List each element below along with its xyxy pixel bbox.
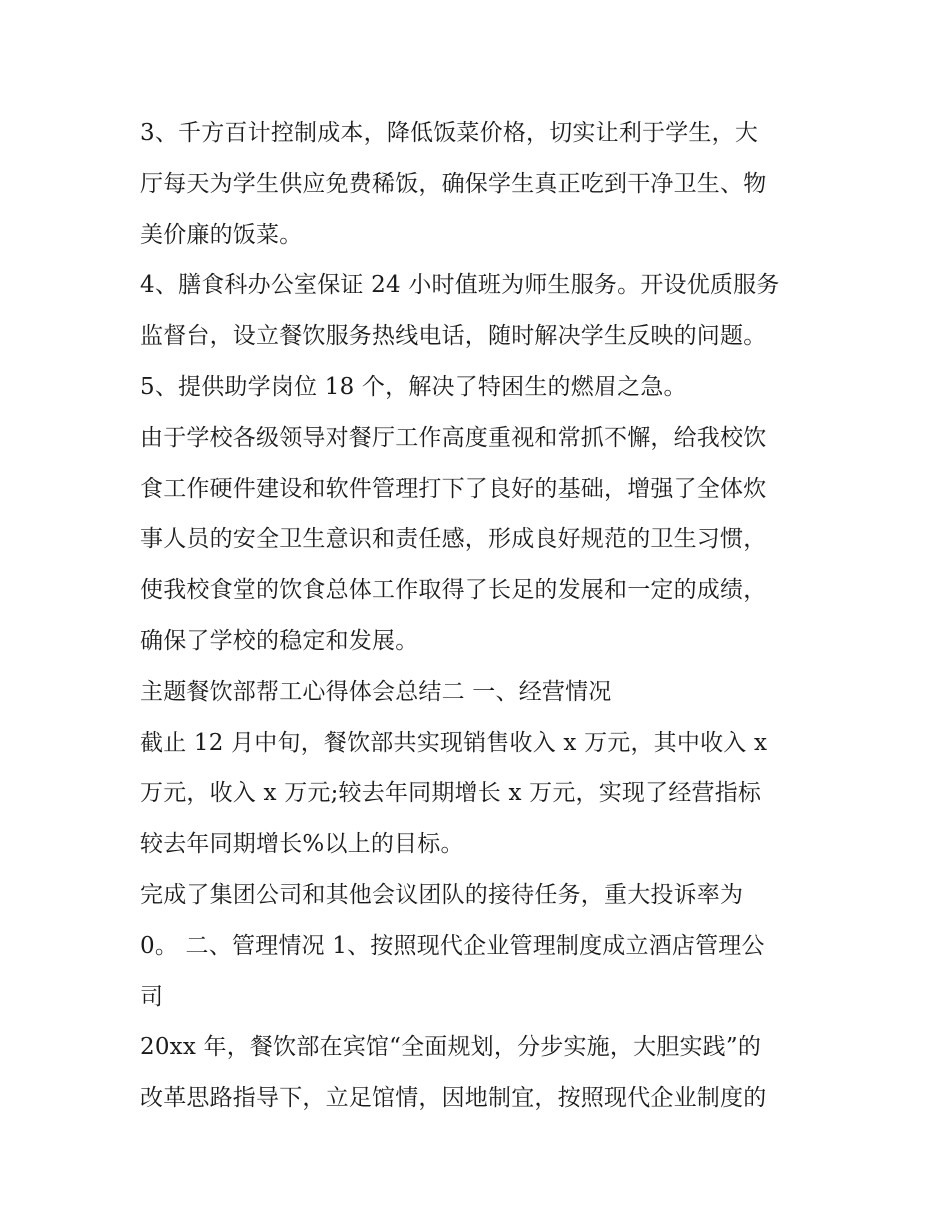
text-line: 5、提供助学岗位 18 个，解决了特困生的燃眉之急。 [140,373,687,400]
section-heading: 主题餐饮部帮工心得体会总结二 一、经营情况 [140,678,612,705]
text-line: 监督台，设立餐饮服务热线电话，随时解决学生反映的问题。 [140,323,767,350]
text-line: 厅每天为学生供应免费稀饭，确保学生真正吃到干净卫生、物 [140,170,767,197]
text-line: 4、膳食科办公室保证 24 小时值班为师生服务。开设优质服务 [140,272,780,299]
text-line: 0。 二、管理情况 1、按照现代企业管理制度成立酒店管理公 [140,932,765,959]
text-line: 改革思路指导下，立足馆情，因地制宜，按照现代企业制度的 [140,1085,767,1112]
text-line: 食工作硬件建设和软件管理打下了良好的基础，增强了全体炊 [140,475,767,502]
text-line: 3、千方百计控制成本，降低饭菜价格，切实让利于学生，大 [140,120,759,146]
text-line: 由于学校各级领导对餐厅工作高度重视和常抓不懈，给我校饮 [140,424,767,451]
text-line: 20xx 年，餐饮部在宾馆“全面规划，分步实施，大胆实践”的 [140,1034,762,1061]
text-line: 较去年同期增长%以上的目标。 [140,831,464,858]
text-line: 事人员的安全卫生意识和责任感，形成良好规范的卫生习惯， [140,526,767,553]
text-line: 万元，收入 x 万元;较去年同期增长 x 万元，实现了经营指标 [140,780,762,807]
text-line: 使我校食堂的饮食总体工作取得了长足的发展和一定的成绩， [140,577,767,604]
document-body [140,108,820,1124]
text-line: 确保了学校的稳定和发展。 [140,627,419,654]
text-line: 截止 12 月中旬，餐饮部共实现销售收入 x 万元，其中收入 x [140,729,768,756]
text-line: 司 [140,983,164,1010]
text-line: 完成了集团公司和其他会议团队的接待任务，重大投诉率为 [140,881,744,908]
text-line: 美价廉的饭菜。 [140,221,303,248]
